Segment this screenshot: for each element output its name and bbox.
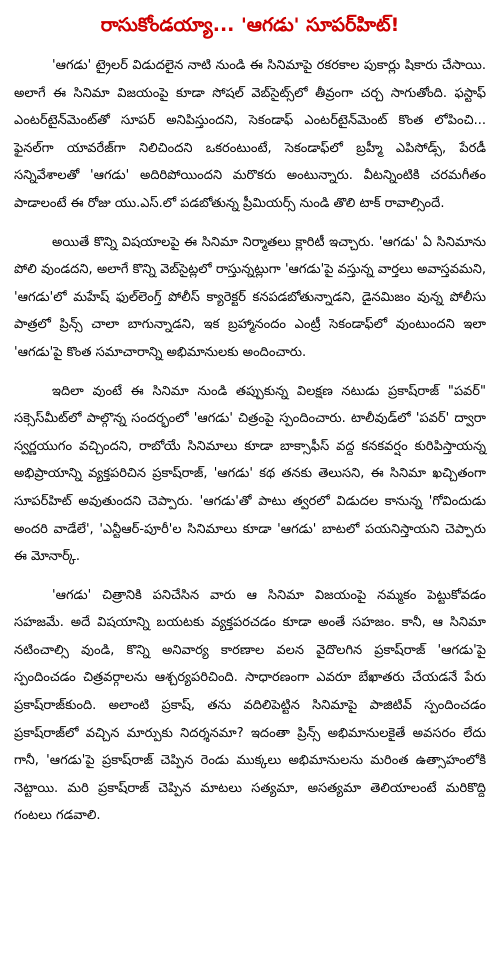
article-paragraph-4: 'ఆగడు' చిత్రానికి పనిచేసిన వారు ఆ సినిమా విజయంపై నమ్మకం పెట్టుకోవడం సహజమే. అదే విషయాన్ని బయటకు వ్యక్తపరచడం కూడా అంతే సహజం. కానీ, ఆ సినిమా నటించాల్సి వుండి, కొన్ని అనివార్య కారణాల వలన వైదొలగిన ప్రకాష్‌రాజ్ 'ఆగడు'పై స్పందించడం చిత్రవర్గాలను ఆశ్చర్యపరిచింది. సాధారణంగా ఎవరూ బేఖాతరు చేయడనే పేరు ప్రకాష్‌రాజ్‌కుంది. అలాంటి ప్రకాష్, తను వదిలిపెట్టిన సినిమాపై పాజిటివ్ స్పందించడం ప్రకాష్‌రాజ్‌లో వచ్చిన మార్పుకు నిదర్శనమా? ఇదంతా ప్రిన్స్ అభిమానులకైతే అవసరం లేదు గానీ, 'ఆగడు'పై ప్రకాష్‌రాజ్ చెప్పిన రెండు ముక్కలు అభిమానులను మరింత ఉత్సాహంలోకి నెట్టాయి. మరి ప్రకాష్‌రాజ్ చెప్పిన మాటలు సత్యమా, అసత్యమా తెలియాలంటే మరికొద్ది గంటలు గడవాలి. [14,587,486,824]
article-paragraph-1: 'ఆగడు' ట్రైలర్ విడుదలైన నాటి నుండి ఈ సినిమాపై రకరకాల పుకార్లు షికారు చేసాయి. అలాగే ఈ సినిమా విజయంపై కూడా సోషల్ వెబ్‌సైట్స్‌లో తీవ్రంగా చర్చ సాగుతోంది. ఫస్టాఫ్ ఎంటర్‌టైన్‌మెంట్‌తో సూపర్ అనిపిస్తుందని, సెకండాఫ్ ఎంటర్‌టైన్‌మెంట్ కొంత లోపించి... ఫైనల్‌గా యావరేజ్‌గా నిలిచిందని ఒకరంటుంటే, సెకండాఫ్‌లో బ్రహ్మీ ఎపిసోడ్స్, పేరడీ సన్నివేశాలతో 'ఆగడు' అదిరిపోయిందని మరొకరు అంటున్నారు. వీటన్నింటికి చరమగీతం పాడాలంటే ఈ రోజు యు.ఎస్.లో పడబోతున్న ప్రీమియర్స్ నుండి తొలి టాక్ రావాల్సిందే. [14,58,486,211]
article-headline: రాసుకోండయ్యా... 'ఆగడు' సూపర్‌హిట్! [100,14,400,36]
article-paragraph-2: అయితే కొన్ని విషయాలపై ఈ సినిమా నిర్మాతలు క్లారిటీ ఇచ్చారు. 'ఆగడు' ఏ సినిమాను పోలి వుండదని, అలాగే కొన్ని వెబ్‌సైట్లలో రాస్తున్నట్లుగా 'ఆగడు'పై వస్తున్న వార్తలు అవాస్తవమని, 'ఆగడు'లో మహేష్ ఫుల్‌లెంగ్త్ పోలీస్ క్యారెక్టర్ కనపడబోతున్నాడని, డైనమిజం వున్న పోలీసు పాత్రలో ప్రిన్స్ చాలా బాగున్నాడని, ఇక బ్రహ్మానందం ఎంట్రీ సెకండాఫ్‌లో వుంటుందని ఇలా 'ఆగడు'పై కొంత సమాచారాన్ని అభిమానులకు అందించారు. [14,234,486,360]
article-paragraph-3: ఇదిలా వుంటే ఈ సినిమా నుండి తప్పుకున్న విలక్షణ నటుడు ప్రకాష్‌రాజ్ "పవర్" సక్సెస్‌మీట్‌లో పాల్గొన్న సందర్భంలో 'ఆగడు' చిత్రంపై స్పందించారు. టాలీవుడ్‌లో 'పవర్' ద్వారా స్వర్ణయుగం వచ్చిందని, రాబోయే సినిమాలు కూడా బాక్సాఫీస్ వద్ద కనకవర్షం కురిపిస్తాయన్న అభిప్రాయాన్ని వ్యక్తపరిచిన ప్రకాష్‌రాజ్, 'ఆగడు' కథ తనకు తెలుసని, ఈ సినిమా ఖచ్చితంగా సూపర్‌హిట్ అవుతుందని చెప్పారు. 'ఆగడు'తో పాటు త్వరలో విడుదల కానున్న 'గోవిందుడు అందరి వాడేలే', 'ఎన్టీఆర్-పూరీ'ల సినిమాలు కూడా 'ఆగడు' బాటలో పయనిస్తాయని చెప్పారు ఈ మోనార్క్. [14,383,486,565]
